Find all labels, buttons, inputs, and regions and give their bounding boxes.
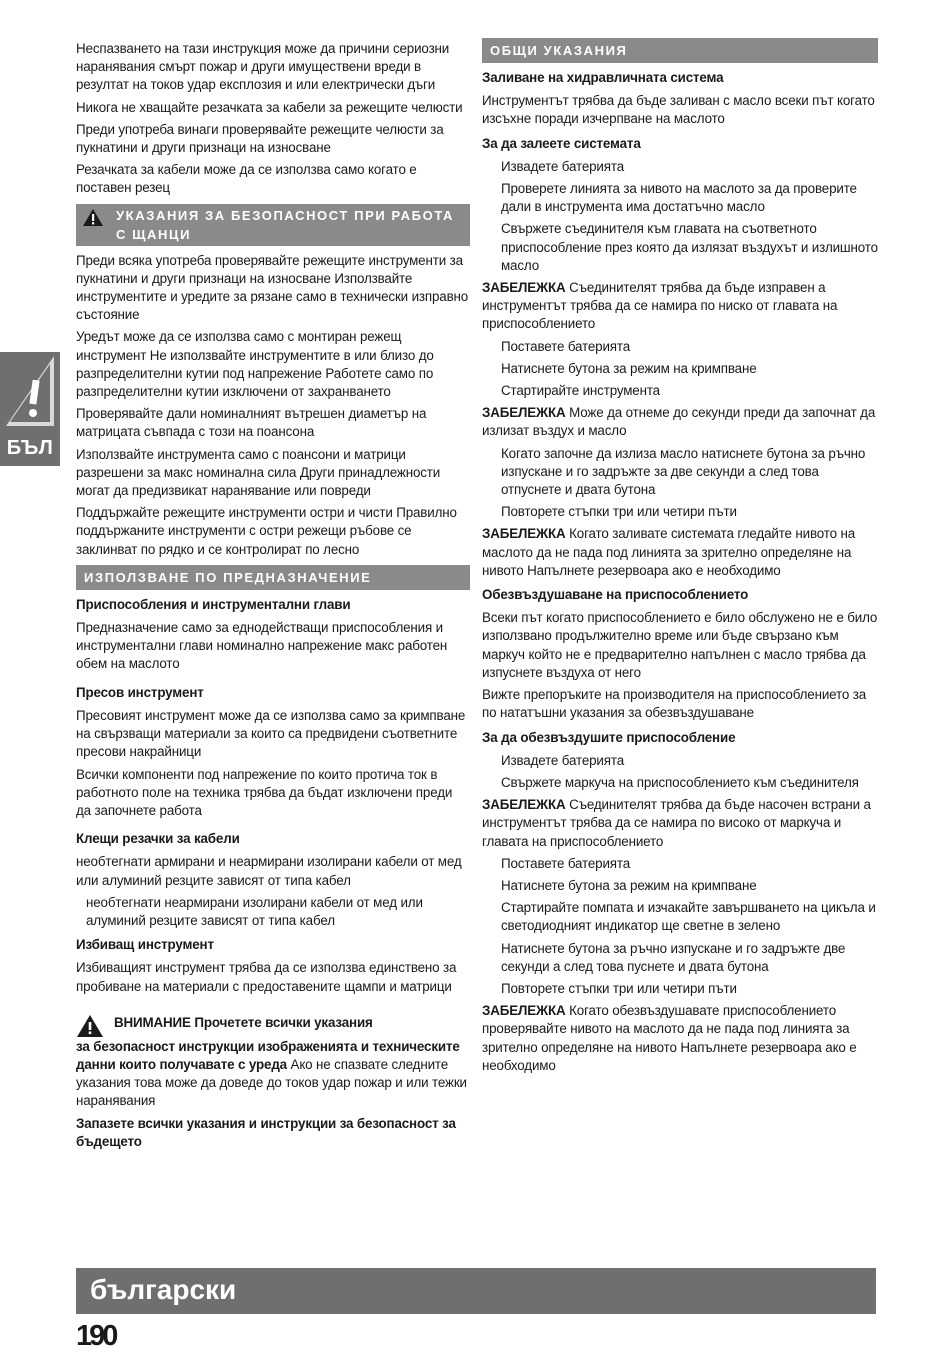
fill-step: Свържете съединителя към главата на съответното приспособление през която да излязат въздухът и излишното масло: [501, 221, 878, 273]
safety-heading: УКАЗАНИЯ ЗА БЕЗОПАСНОСТ ПРИ РАБОТА С ЩАНЦИ: [116, 207, 455, 242]
press-text: Пресовият инструмент може да се използва само за кримпване на свързващи материали за които са предвидени съответните пресови накрайници: [76, 707, 466, 760]
left-column: [76, 40, 470, 1155]
bleed-title: Обезвъздушаване на приспособлението: [482, 587, 749, 603]
warning-bold-text: за безопасност инструкции изображенията и техническите данни които получавате с уреда: [76, 1038, 460, 1072]
cutter-text: необтегнати неармирани изолирани кабели от мед или алуминий резците зависят от типа кабел: [86, 894, 423, 928]
note: [482, 796, 878, 851]
safety-paragraph: Поддържайте режещите инструменти остри и чисти Правилно поддържаните инструменти с остри режещи ръбове се заклинват по рядко и се контролират по лесно: [76, 505, 457, 557]
intro-paragraph: Неспазването на тази инструкция може да причини сериозни наранявания смърт пожар и други имуществени вреди в резултат на токов удар експлозия и или електрически дъги: [76, 41, 450, 93]
bleed-text: Всеки път когато приспособлението е било обслужено не е било използвано продължително време или бъде свързано към маркуч който не е предварително напълнен с масло трябва да изпуснете въздуха от него: [482, 610, 878, 680]
fill-step: Поставете батерията: [501, 338, 631, 354]
press-text: Всички компоненти под напрежение по които протича ток в работното поле на техника трябва да бъдат изключени преди да започнете работа: [76, 766, 453, 818]
language-footer-bar: [76, 1268, 876, 1314]
page-number: 190: [76, 1320, 116, 1352]
warning-icon: [82, 208, 104, 227]
cutter-title: Клещи резачки за кабели: [76, 831, 240, 847]
fill-step: Повторете стъпки три или четири пъти: [501, 504, 737, 520]
safety-paragraph: Използвайте инструмента само с поансони и матрици разрешени за макс номинална сила Други принадлежности могат да предизвикат наранявание или повреди: [76, 446, 441, 499]
note-label: ЗАБЕЛЕЖКА: [482, 280, 566, 296]
bleed-step: Натиснете бутона за режим на кримпване: [501, 877, 757, 893]
note-label: ЗАБЕЛЕЖКА: [482, 526, 566, 542]
general-heading: ОБЩИ УКАЗАНИЯ: [490, 43, 628, 58]
general-heading-band: [482, 38, 878, 63]
knockout-text: Избиващият инструмент трябва да се използва единствено за пробиване на материали с предоставените щампи и матрици: [76, 960, 457, 994]
note-label: ЗАБЕЛЕЖКА: [482, 1003, 566, 1019]
warning-title: ВНИМАНИЕ Прочетете всички указания: [114, 1014, 373, 1030]
note-text: Съединителят трябва да бъде изправен а инструментът трябва да се намира по ниско от главата на приспособлението: [482, 280, 838, 332]
attachments-text: Предназначение само за еднодействащи приспособления и инструментални глави номинално напрежение макс работен обем на маслото: [76, 620, 448, 672]
fill-title: Заливане на хидравличната система: [482, 70, 724, 85]
fill-step: Стартирайте инструмента: [501, 383, 660, 399]
fill-step: Когато започне да излиза масло натиснете бутона за ръчно изпускане и го задръжте за две секунди а след това отпуснете и двата бутона: [501, 445, 866, 498]
cutter-text: необтегнати армирани и неармирани изолирани кабели от мед или алуминий резците зависят от типа кабел: [76, 854, 462, 888]
right-column: [482, 38, 878, 1079]
note: [482, 1002, 878, 1075]
knockout-title: Избиващ инструмент: [76, 937, 214, 953]
note-text: Съединителят трябва да бъде насочен встрани а инструментът трябва да се намира по високо от маркуча и главата на приспособлението: [482, 797, 871, 849]
bleed-step: Повторете стъпки три или четири пъти: [501, 980, 737, 996]
note-text: Когато обезвъздушавате приспособлението проверявайте нивото на маслото да не пада под линията за зрително определяне на нивото Напълнете резервоара ако е необходимо: [482, 1003, 857, 1073]
note: [482, 279, 878, 334]
intro-paragraph: Преди употреба винаги проверявайте режещите челюсти за пукнатини и други признаци на износване: [76, 121, 444, 156]
note-text: Когато заливате системата гледайте нивото на маслото да не пада под линията за зрително определяне на нивото Напълнете резервоара ако е необходимо: [482, 526, 856, 578]
use-heading-band: [76, 565, 470, 590]
fill-step: Проверете линията за нивото на маслото за да проверите дали в инструмента има достатъчно масло: [501, 181, 857, 215]
intro-paragraph: Резачката за кабели може да се използва само когато е поставен резец: [76, 162, 417, 196]
side-tab-label: БЪЛ: [6, 437, 54, 459]
bleed-step: Свържете маркуча на приспособлението към съединителя: [501, 774, 859, 790]
fill-step: Извадете батерията: [501, 158, 624, 174]
safety-heading-band: [76, 204, 470, 246]
language-side-tab: [0, 352, 60, 466]
warning-triangle-icon: [0, 352, 60, 432]
intro-paragraph: Никога не хващайте резачката за кабели за режещите челюсти: [76, 99, 463, 115]
keep-instructions: Запазете всички указания и инструкции за безопасност за бъдещето: [76, 1115, 456, 1149]
warning-icon: [76, 1014, 104, 1038]
note: [482, 404, 878, 440]
general-warning-block: [76, 1014, 470, 1038]
safety-paragraph: Преди всяка употреба проверявайте режещите инструменти за пукнатини и други признаци на износване Използвайте инструментите и уредите за рязане само в технически изправно състояние: [76, 252, 469, 323]
fill-text: Инструментът трябва да бъде заливан с масло всеки път когато изсъхне поради изчерпване на маслото: [482, 93, 875, 127]
note-label: ЗАБЕЛЕЖКА: [482, 405, 566, 421]
attachments-title: Приспособления и инструментални глави: [76, 596, 351, 612]
use-heading: ИЗПОЛЗВАНЕ ПО ПРЕДНАЗНАЧЕНИЕ: [84, 569, 372, 585]
bleed-step: Натиснете бутона за ръчно изпускане и го задръжте две секунди а след това пуснете и двата бутона: [501, 940, 846, 974]
safety-paragraph: Уредът може да се използва само с монтиран режещ инструмент Не използвайте инструментите в или близо до разпределителни кутии под напрежение Работете само по разпределителни кутии изключени от захранването: [76, 329, 434, 400]
bleed-subtitle: За да обезвъздушите приспособление: [482, 729, 736, 745]
note: [482, 525, 878, 580]
fill-step: Натиснете бутона за режим на кримпване: [501, 360, 757, 376]
note-text: Може да отнеме до секунди преди да започнат да излизат въздух и масло: [482, 405, 876, 439]
bleed-text: Вижте препоръките на производителя на приспособлението за по нататъшни указания за обезвъздушаване: [482, 687, 866, 721]
safety-paragraph: Проверявайте дали номиналният вътрешен диаметър на матрицата съвпада с този на поансона: [76, 406, 427, 440]
bleed-step: Стартирайте помпата и изчакайте завършването на цикъла и светодиодният индикатор ще светне в зелено: [501, 900, 876, 934]
warning-normal-text: Ако не спазвате следните указания това може да доведе до токов удар пожар и или тежки наранявания: [76, 1056, 467, 1109]
bleed-step: Извадете батерията: [501, 752, 624, 768]
note-label: ЗАБЕЛЕЖКА: [482, 797, 566, 813]
bleed-step: Поставете батерията: [501, 855, 631, 871]
press-title: Пресов инструмент: [76, 684, 204, 700]
fill-subtitle: За да залеете системата: [482, 135, 641, 151]
footer-language: български: [90, 1274, 237, 1305]
warning-text: [76, 1038, 470, 1111]
